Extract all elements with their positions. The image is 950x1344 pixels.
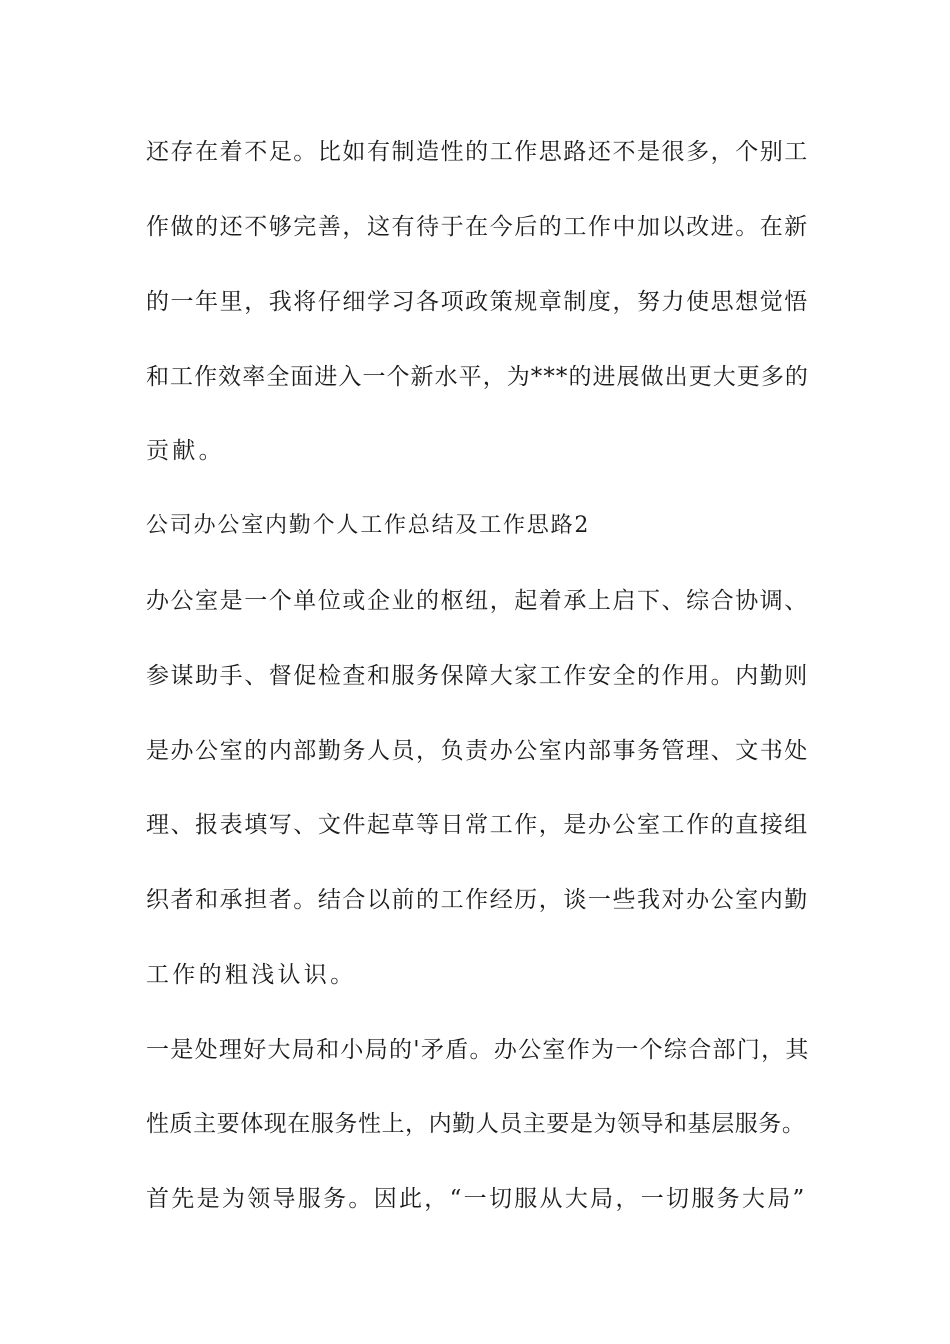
paragraph-line: 还存在着不足。比如有制造性的工作思路还不是很多，个别工 (146, 139, 809, 165)
paragraph-line: 一是处理好大局和小局的'矛盾。办公室作为一个综合部门，其 (146, 1037, 810, 1063)
paragraph-line: 性质主要体现在服务性上，内勤人员主要是为领导和基层服务。 (146, 1111, 806, 1137)
paragraph-line: 工作的粗浅认识。 (146, 962, 357, 988)
paragraph-line: 作做的还不够完善，这有待于在今后的工作中加以改进。在新 (146, 214, 809, 240)
paragraph-line: 织者和承担者。结合以前的工作经历，谈一些我对办公室内勤 (146, 887, 809, 913)
paragraph-line: 的一年里，我将仔细学习各项政策规章制度，努力使思想觉悟 (146, 289, 809, 315)
paragraph-line: 参谋助手、督促检查和服务保障大家工作安全的作用。内勤则 (146, 663, 809, 689)
paragraph-line: 办公室是一个单位或企业的枢纽，起着承上启下、综合协调、 (146, 588, 809, 614)
paragraph-line: 首先是为领导服务。因此，“一切服从大局，一切服务大局” (146, 1186, 807, 1212)
paragraph-line: 理、报表填写、文件起草等日常工作，是办公室工作的直接组 (146, 812, 809, 838)
section-heading: 公司办公室内勤个人工作总结及工作思路2 (146, 513, 591, 538)
paragraph-line: 贡献。 (146, 438, 225, 464)
paragraph-line: 和工作效率全面进入一个新水平，为***的进展做出更大更多的 (146, 364, 809, 390)
paragraph-line: 是办公室的内部勤务人员，负责办公室内部事务管理、文书处 (146, 738, 809, 764)
